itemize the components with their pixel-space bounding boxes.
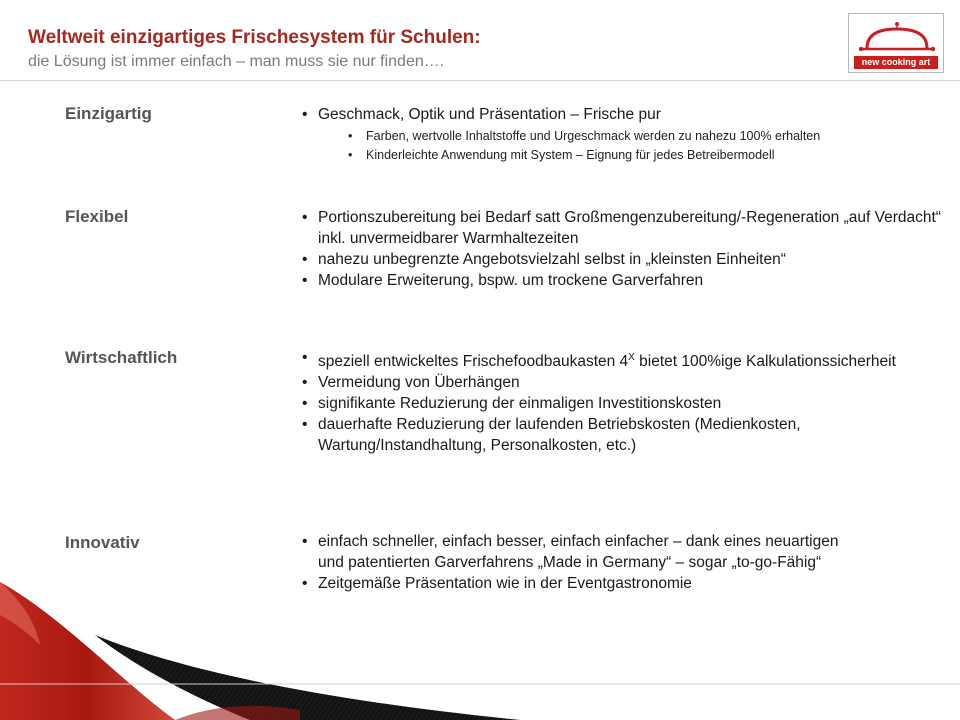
section-label-einzigartig: Einzigartig bbox=[65, 104, 152, 123]
bullet-item: • dauerhafte Reduzierung der laufenden Betriebskosten (Medienkosten, Wartung/Instandhaltung, Personalkosten, etc.) bbox=[302, 414, 950, 456]
bullet-text-part: speziell entwickeltes Frischefoodbaukasten 4 bbox=[318, 353, 629, 371]
bullet-item: • Vermeidung von Überhängen bbox=[302, 372, 950, 393]
section-label-wirtschaftlich: Wirtschaftlich bbox=[65, 348, 178, 367]
sub-bullet-item: • Farben, wertvolle Inhaltstoffe und Urgeschmack werden zu nahezu 100% erhalten bbox=[348, 128, 950, 144]
section-label-flexibel: Flexibel bbox=[65, 207, 129, 226]
bullet-item: • Geschmack, Optik und Präsentation – Frische pur bbox=[302, 104, 950, 125]
logo-wordmark: new cooking art bbox=[854, 56, 938, 69]
superscript: X bbox=[628, 352, 635, 363]
decorative-swoosh bbox=[0, 560, 960, 720]
bullet-item: • signifikante Reduzierung der einmaligen Investitionskosten bbox=[302, 393, 950, 414]
bullet-item: • einfach schneller, einfach besser, einfach einfacher – dank eines neuartigen und patentierten Garverfahrens „Made in Germany“ – sogar „to-go-Fähig“ bbox=[302, 531, 858, 573]
logo bbox=[848, 13, 944, 73]
bullet-item: • nahezu unbegrenzte Angebotsvielzahl selbst in „kleinsten Einheiten“ bbox=[302, 249, 950, 270]
bullet-item: • Portionszubereitung bei Bedarf satt Großmengenzubereitung/-Regeneration „auf Verdacht“ inkl. unvermeidbarer Warmhaltezeiten bbox=[302, 207, 950, 249]
bullet-item: • Zeitgemäße Präsentation wie in der Eventgastronomie bbox=[302, 573, 950, 594]
section-content-wirtschaftlich bbox=[302, 347, 950, 456]
section-label-innovativ: Innovativ bbox=[65, 533, 140, 552]
bullet-text-part: bietet 100%ige Kalkulationssicherheit bbox=[634, 353, 896, 371]
sub-bullet-item: • Kinderleichte Anwendung mit System – Eignung für jedes Betreibermodell bbox=[348, 147, 950, 163]
section-content-einzigartig bbox=[302, 104, 950, 163]
section-content-flexibel bbox=[302, 207, 950, 291]
bullet-item bbox=[302, 347, 950, 372]
bullet-item: • Modulare Erweiterung, bspw. um trockene Garverfahren bbox=[302, 270, 950, 291]
slide-title: Weltweit einzigartiges Frischesystem für Schulen: bbox=[28, 27, 481, 48]
header-divider bbox=[0, 80, 960, 81]
slide-subtitle: die Lösung ist immer einfach – man muss sie nur finden…. bbox=[28, 53, 445, 70]
